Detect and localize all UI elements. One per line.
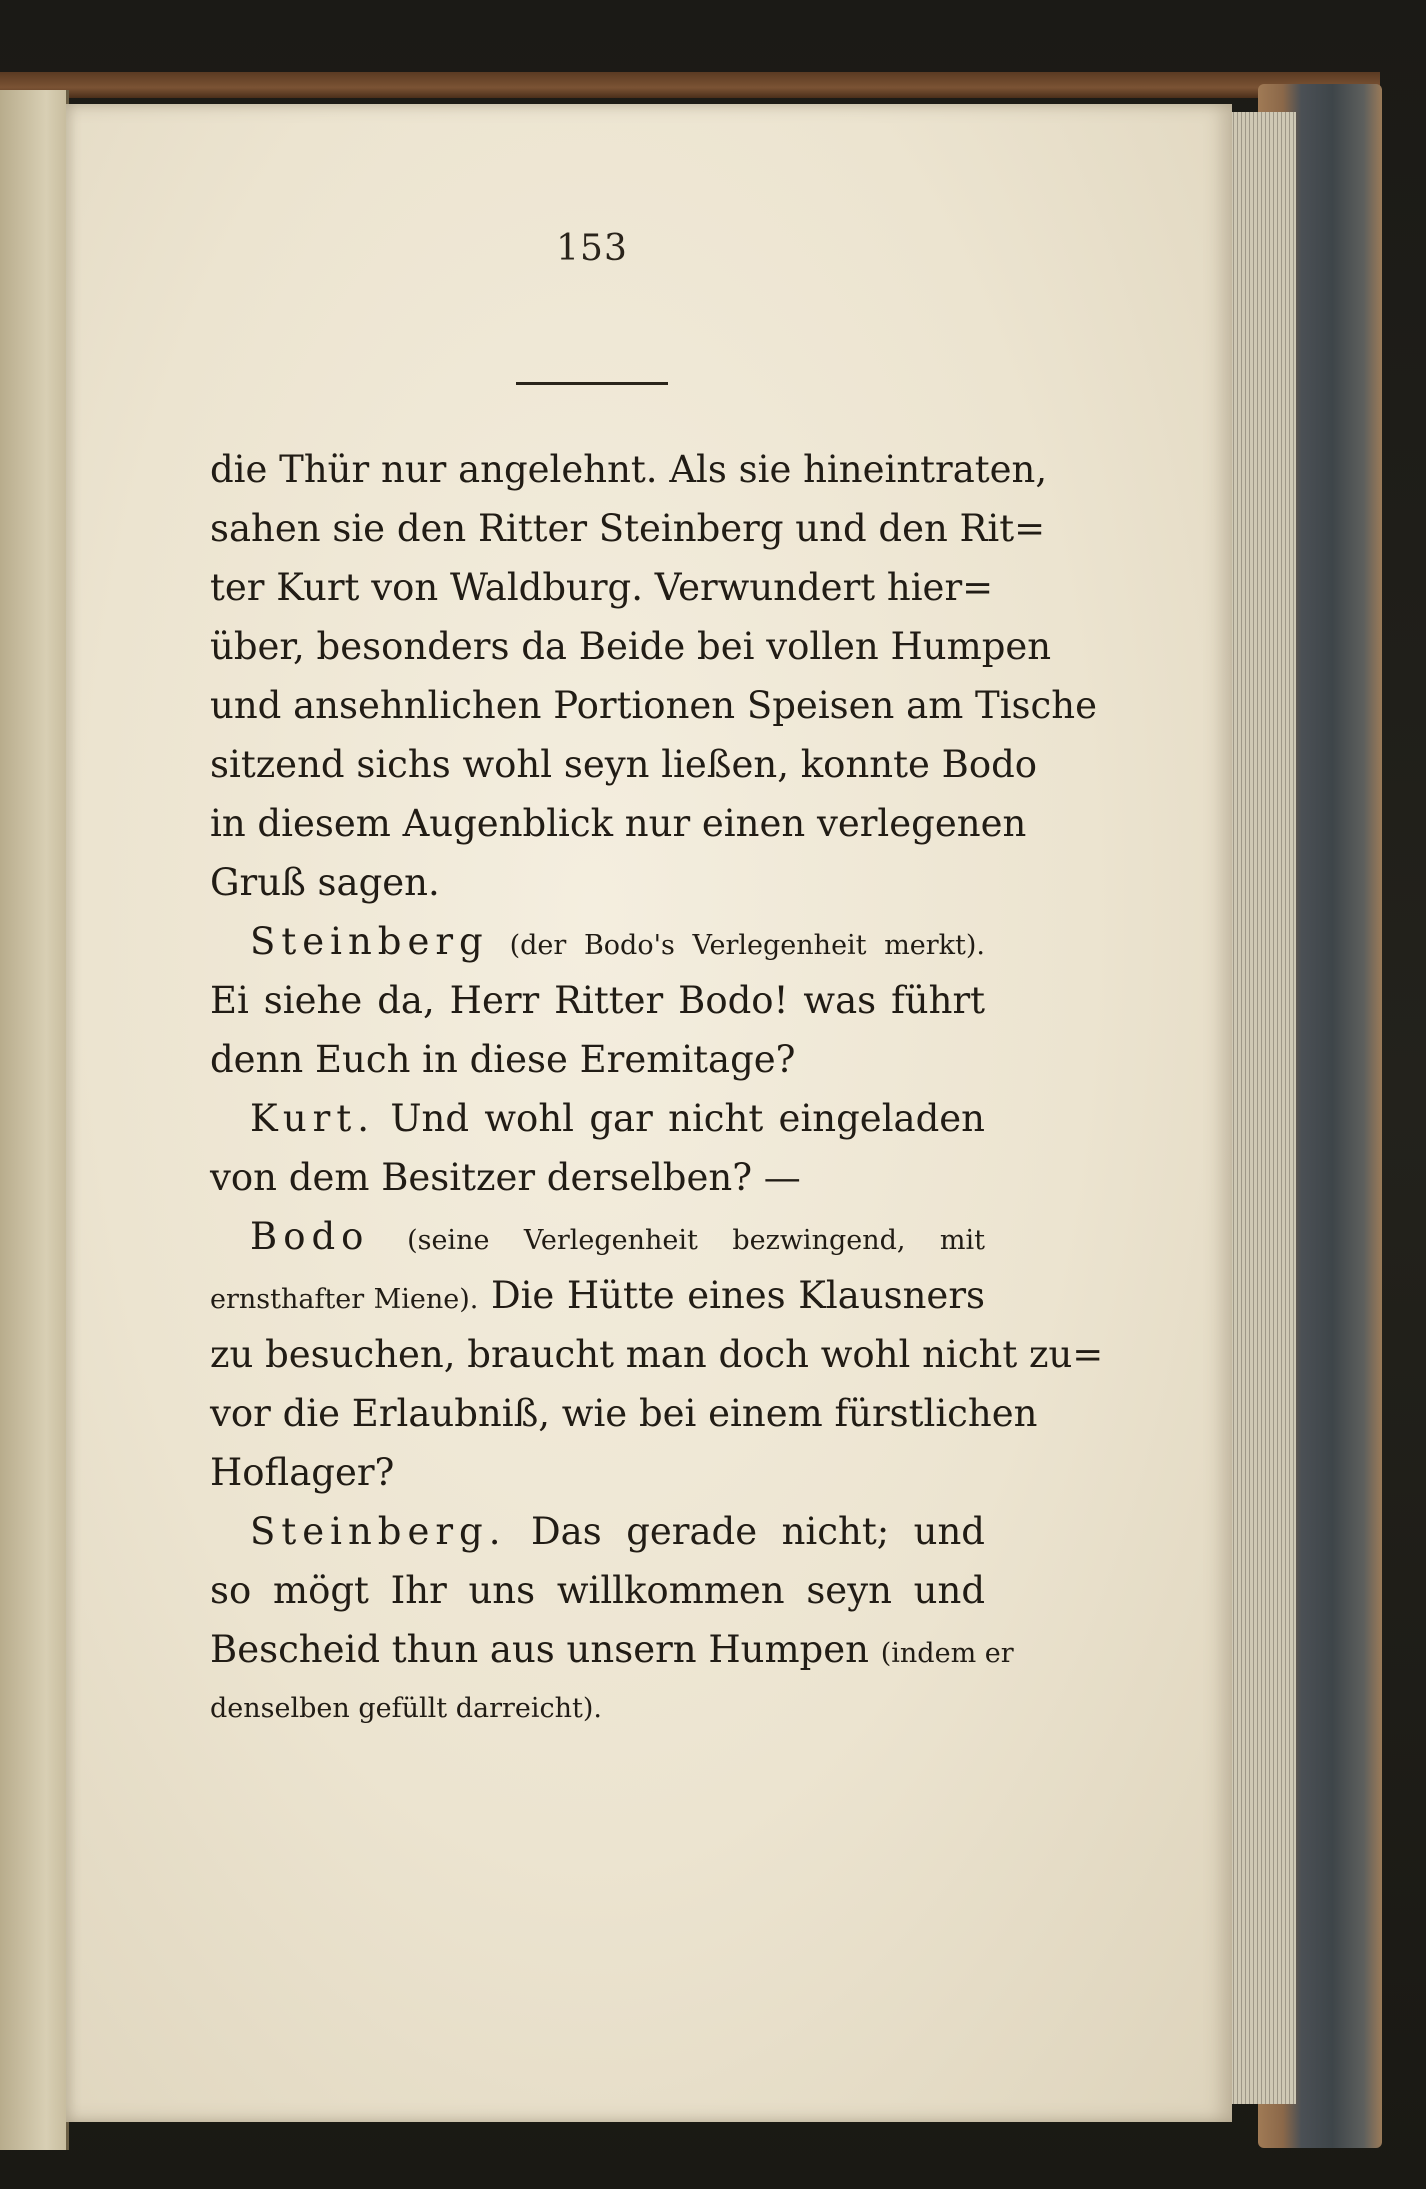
stage-direction-line: denselben gefüllt darreicht). (210, 1693, 602, 1724)
text-line: sitzend sichs wohl seyn ließen, konnte Bodo (210, 743, 1038, 786)
speaker-name: Steinberg (250, 920, 489, 963)
stage-direction: (der Bodo's Verlegenheit merkt). (509, 930, 986, 961)
text-line: in diesem Augenblick nur einen verlegenen (210, 802, 1027, 845)
page-text (210, 440, 1104, 1738)
speaker-line (210, 1502, 985, 1561)
text-line: Hoflager? (210, 1451, 395, 1494)
dialogue-text: Die Hütte eines Klausners (490, 1274, 985, 1317)
dialogue-text: Bescheid thun aus unsern Humpen (210, 1628, 869, 1671)
book-cover-top-edge (0, 72, 1380, 98)
text-line: Ei siehe da, Herr Ritter Bodo! was führt (210, 979, 985, 1022)
dialogue-text: Das gerade nicht; und (531, 1510, 985, 1553)
text-line (210, 1620, 1014, 1679)
text-line: die Thür nur angelehnt. Als sie hineintraten, (210, 448, 1048, 491)
text-line: denn Euch in diese Eremitage? (210, 1038, 796, 1081)
speaker-name: Kurt. (250, 1097, 375, 1140)
speaker-line (210, 1089, 985, 1148)
speaker-line (210, 912, 985, 971)
text-line: Gruß sagen. (210, 861, 440, 904)
text-line: und ansehnlichen Portionen Speisen am Tische (210, 684, 1097, 727)
speaker-line (210, 1207, 985, 1266)
header-rule (516, 382, 668, 385)
stage-direction: (seine Verlegenheit bezwingend, mit (407, 1225, 985, 1256)
speaker-name: Bodo (250, 1215, 370, 1258)
speaker-name: Steinberg. (250, 1510, 507, 1553)
page-number: 153 (556, 228, 628, 269)
page-stack-edges (1224, 112, 1296, 2104)
dialogue-text: Und wohl gar nicht eingeladen (390, 1097, 986, 1140)
text-line (210, 1266, 985, 1325)
text-line: vor die Erlaubniß, wie bei einem fürstlichen (210, 1392, 1038, 1435)
text-line: so mögt Ihr uns willkommen seyn und (210, 1569, 985, 1612)
text-line: von dem Besitzer derselben? — (210, 1156, 801, 1199)
text-line: über, besonders da Beide bei vollen Humpen (210, 625, 1052, 668)
text-line: ter Kurt von Waldburg. Verwundert hier= (210, 566, 994, 609)
text-line: sahen sie den Ritter Steinberg und den Rit= (210, 507, 1046, 550)
stage-direction: ernsthafter Miene). (210, 1284, 479, 1315)
stage-direction: (indem er (880, 1638, 1014, 1669)
text-line: zu besuchen, braucht man doch wohl nicht zu= (210, 1333, 1104, 1376)
left-page-edge (0, 90, 69, 2150)
